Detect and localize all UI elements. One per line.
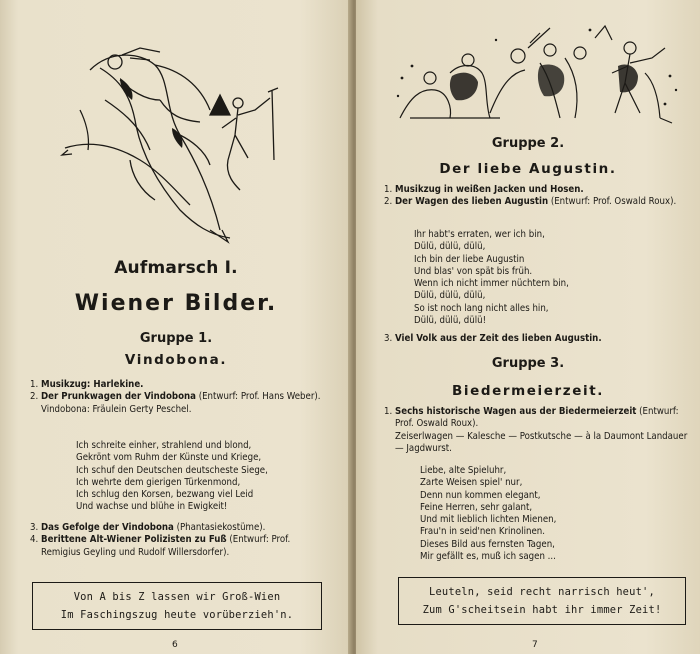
list-item: 1. Sechs historische Wagen aus der Biedermeierzeit (Entwurf: Prof. Oswald Roux). xyxy=(384,406,679,430)
motto-line: Von A bis Z lassen wir Groß-Wien xyxy=(73,591,281,603)
verse-line: Liebe, alte Spieluhr, xyxy=(420,465,507,476)
gruppe-1-list xyxy=(30,379,330,416)
verse-line: Und blas' von spät bis früh. xyxy=(414,265,533,277)
vindobona-verse xyxy=(76,440,336,514)
motto-line: Im Faschingszug heute vorüberzieh'n. xyxy=(60,609,294,621)
verse-line: Wenn ich nicht immer nüchtern bin, xyxy=(414,278,569,290)
list-item: 1. Musikzug in weißen Jacken und Hosen. xyxy=(384,184,584,195)
verse-line: Frau'n in seid'nen Krinolinen. xyxy=(420,526,545,538)
verse-line: Feine Herren, sehr galant, xyxy=(420,501,533,513)
motto-line: Zum G'scheitsein habt ihr immer Zeit! xyxy=(422,604,662,616)
list-item: 2. Der Wagen des lieben Augustin (Entwurf: Prof. Oswald Roux). xyxy=(384,196,677,208)
gruppe-1-label: Gruppe 1. xyxy=(139,331,213,346)
augustin-verse xyxy=(414,229,674,327)
right-page xyxy=(356,0,700,654)
list-item: 2. Der Prunkwagen der Vindobona (Entwurf: Prof. Hans Weber). xyxy=(30,391,321,403)
gruppe-3-name: Biedermeierzeit. xyxy=(451,383,605,399)
list-item: 3. Das Gefolge der Vindobona (Phantasiekostüme). xyxy=(30,522,266,533)
gruppe-2-list xyxy=(384,184,682,209)
main-title: Wiener Bilder. xyxy=(74,291,278,316)
list-item: 1. Musikzug: Harlekine. xyxy=(30,379,144,390)
motto-box xyxy=(398,577,686,625)
verse-line: Dülü, dülü, dülü, xyxy=(414,290,486,302)
verse-line: Ich schuf den Deutschen deutscheste Siege, xyxy=(76,464,268,476)
gruppe-2-list-continued xyxy=(384,333,682,345)
aufmarsch-heading: Aufmarsch I. xyxy=(114,258,238,278)
gruppe-3-list xyxy=(384,406,690,456)
list-item: 4. Berittene Alt-Wiener Polizisten zu Fuß (Entwurf: Prof. Remigius Geyling und Rudolf Willersdorfer). xyxy=(30,534,291,558)
verse-line: Dieses Bild aus fernsten Tagen, xyxy=(420,538,555,550)
page-number: 7 xyxy=(532,640,538,650)
motto-line: Leuteln, seid recht narrisch heut', xyxy=(429,586,655,598)
verse-line: Dülü, dülü, dülü! xyxy=(414,315,487,327)
page-number: 6 xyxy=(172,640,178,650)
verse-line: Und wachse und blühe in Ewigkeit! xyxy=(76,501,228,513)
verse-line: Zarte Weisen spiel' nur, xyxy=(420,477,523,489)
verse-line: Dülü, dülü, dülü, xyxy=(414,241,486,253)
gruppe-1-name: Vindobona. xyxy=(124,352,228,368)
list-item: Vindobona: Fräulein Gerty Peschel. xyxy=(41,403,192,415)
verse-line: Ich schlug den Korsen, bezwang viel Leid xyxy=(76,489,254,501)
verse-line: So ist noch lang nicht alles hin, xyxy=(414,302,549,314)
biedermeier-verse xyxy=(420,465,680,563)
list-item: Zeiserlwagen — Kalesche — Postkutsche — à la Daumont Landauer — Jagdwurst. xyxy=(395,430,688,455)
gruppe-2-name: Der liebe Augustin. xyxy=(439,161,617,177)
verse-line: Ihr habt's erraten, wer ich bin, xyxy=(414,229,545,240)
verse-line: Gekrönt vom Ruhm der Künste und Kriege, xyxy=(76,452,262,464)
verse-line: Ich wehrte dem gierigen Türkenmond, xyxy=(76,476,241,488)
dancing-harlequin-illustration xyxy=(60,40,292,245)
list-item: 3. Viel Volk aus der Zeit des lieben Augustin. xyxy=(384,333,602,344)
verse-line: Mir gefällt es, muß ich sagen ... xyxy=(420,551,556,563)
gruppe-1-list-continued xyxy=(30,522,330,559)
verse-line: Denn nun kommen elegant, xyxy=(420,489,541,501)
verse-line: Ich schreite einher, strahlend und blond, xyxy=(76,440,252,451)
verse-line: Und mit lieblich lichten Mienen, xyxy=(420,514,557,526)
verse-line: Ich bin der liebe Augustin xyxy=(414,253,525,265)
gruppe-2-label: Gruppe 2. xyxy=(491,136,565,151)
gruppe-3-label: Gruppe 3. xyxy=(491,356,565,371)
musicians-crowd-illustration xyxy=(390,18,680,128)
motto-box xyxy=(32,582,322,630)
